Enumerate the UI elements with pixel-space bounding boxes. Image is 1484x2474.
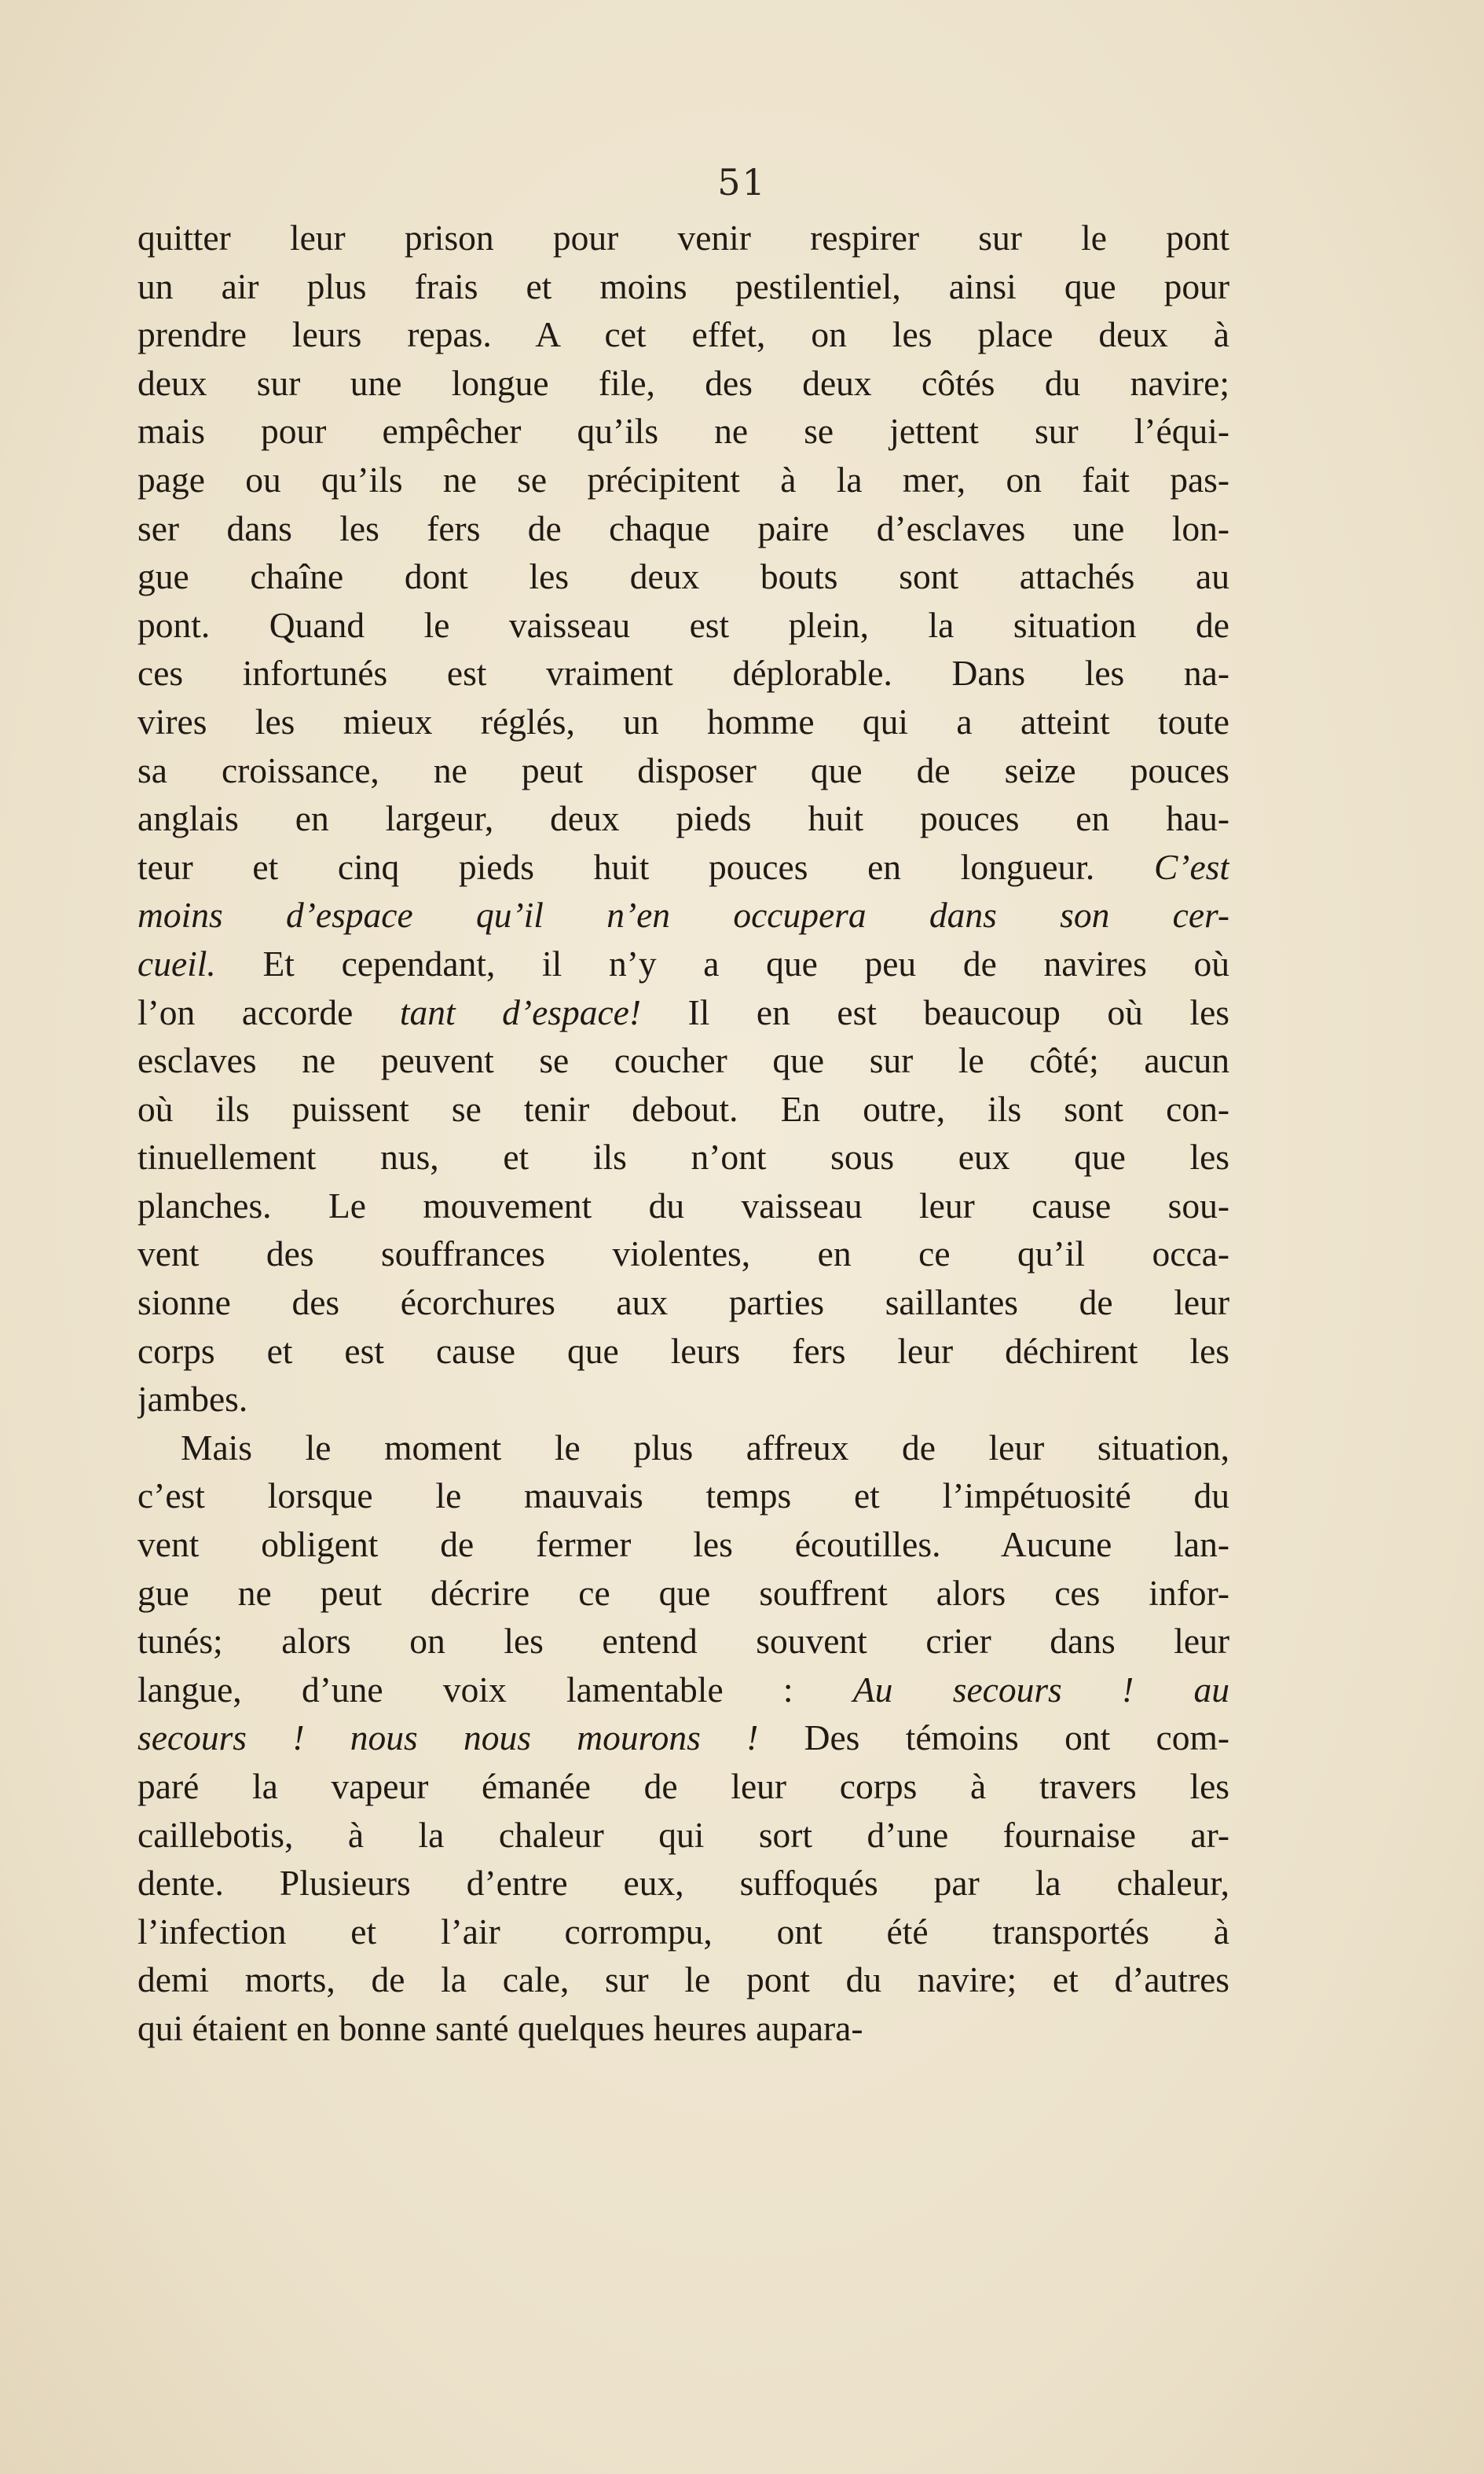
text-line — [137, 214, 1229, 262]
text-line — [137, 1520, 1229, 1569]
text-segment: planches. Le mouvement du vaisseau leur cause sou- — [137, 1185, 1229, 1226]
text-segment: qui étaient en bonne santé quelques heures aupara- — [137, 2007, 863, 2048]
text-line — [137, 1230, 1229, 1278]
italic-text: tant d’espace! — [399, 991, 642, 1032]
text-segment: un air plus frais et moins pestilentiel, ainsi que pour — [137, 266, 1229, 306]
text-line — [137, 1182, 1229, 1230]
text-segment: teur et cinq pieds huit pouces en longueur. — [137, 846, 1154, 887]
text-segment: jambes. — [137, 1379, 248, 1420]
text-line — [137, 698, 1229, 746]
text-line — [137, 1133, 1229, 1182]
text-segment: où ils puissent se tenir debout. En outre, ils sont con- — [137, 1088, 1229, 1129]
text-segment: ces infortunés est vraiment déplorable. Dans les na- — [137, 653, 1229, 694]
text-line — [137, 1859, 1229, 1908]
text-segment: pont. Quand le vaisseau est plein, la situation de — [137, 604, 1229, 645]
text-line — [137, 794, 1229, 843]
text-segment: vires les mieux réglés, un homme qui a atteint toute — [137, 701, 1229, 742]
text-line — [137, 2004, 1229, 2053]
body-text — [137, 214, 1229, 2053]
text-segment: caillebotis, à la chaleur qui sort d’une fournaise ar- — [137, 1814, 1229, 1855]
text-segment: esclaves ne peuvent se coucher que sur le côté; aucun — [137, 1040, 1229, 1081]
text-segment: Il en est beaucoup où les — [641, 991, 1229, 1032]
text-line — [137, 1569, 1229, 1618]
text-line — [137, 1278, 1229, 1327]
text-segment: ser dans les fers de chaque paire d’esclaves une lon- — [137, 508, 1229, 548]
text-segment: Et cependant, il n’y a que peu de navires où — [215, 943, 1229, 984]
italic-text: cueil. — [137, 943, 216, 984]
italic-text: secours ! nous nous mourons ! — [137, 1717, 759, 1758]
text-line — [137, 1327, 1229, 1376]
text-line — [137, 1908, 1229, 1956]
text-segment: tinuellement nus, et ils n’ont sous eux que les — [137, 1137, 1229, 1178]
text-segment: page ou qu’ils ne se précipitent à la mer, on fait pas- — [137, 459, 1229, 500]
text-segment: demi morts, de la cale, sur le pont du navire; et d’autres — [137, 1959, 1229, 2000]
text-segment: sa croissance, ne peut disposer que de seize pouces — [137, 750, 1229, 790]
text-segment: dente. Plusieurs d’entre eux, suffoqués par la chaleur, — [137, 1863, 1229, 1904]
text-line — [137, 1955, 1229, 2004]
text-line — [137, 649, 1229, 698]
text-segment: Mais le moment le plus affreux de leur situation, — [181, 1427, 1229, 1468]
text-line — [137, 1617, 1229, 1666]
text-line — [137, 1036, 1229, 1085]
text-line — [137, 552, 1229, 601]
text-segment: prendre leurs repas. A cet effet, on les place deux à — [137, 314, 1229, 355]
text-segment: anglais en largeur, deux pieds huit pouces en hau- — [137, 798, 1229, 839]
italic-text: C’est — [1153, 846, 1229, 887]
text-line — [137, 407, 1229, 456]
text-segment: mais pour empêcher qu’ils ne se jettent sur l’équi- — [137, 411, 1229, 452]
text-segment: l’infection et l’air corrompu, ont été transportés à — [137, 1911, 1229, 1952]
italic-text: moins d’espace qu’il n’en occupera dans son cer- — [137, 895, 1229, 936]
text-line — [137, 988, 1229, 1037]
text-line — [137, 891, 1229, 940]
text-line — [137, 940, 1229, 988]
text-segment: gue chaîne dont les deux bouts sont attachés au — [137, 556, 1229, 597]
text-line — [137, 504, 1229, 553]
text-line — [137, 262, 1229, 311]
text-segment: sionne des écorchures aux parties saillantes de leur — [137, 1282, 1229, 1323]
text-segment: deux sur une longue file, des deux côtés du navire; — [137, 362, 1229, 403]
text-line — [137, 1375, 1229, 1424]
text-line — [137, 1762, 1229, 1811]
text-segment: paré la vapeur émanée de leur corps à travers les — [137, 1766, 1229, 1806]
text-segment: l’on accorde — [137, 991, 400, 1032]
text-line — [137, 1472, 1229, 1520]
text-line — [137, 1085, 1229, 1134]
text-segment: tunés; alors on les entend souvent crier dans leur — [137, 1621, 1229, 1662]
text-line — [137, 1713, 1229, 1762]
text-segment: vent obligent de fermer les écoutilles. Aucune lan- — [137, 1524, 1229, 1565]
text-segment: langue, d’une voix lamentable : — [137, 1669, 853, 1710]
text-line — [137, 601, 1229, 650]
text-line — [137, 1666, 1229, 1714]
text-segment: vent des souffrances violentes, en ce qu’il occa- — [137, 1233, 1229, 1274]
text-segment: gue ne peut décrire ce que souffrent alors ces infor- — [137, 1572, 1229, 1613]
text-line — [137, 310, 1229, 359]
text-line — [137, 1811, 1229, 1860]
text-segment: quitter leur prison pour venir respirer sur le pont — [137, 218, 1229, 258]
text-line — [137, 359, 1229, 408]
text-segment: Des témoins ont com- — [758, 1717, 1229, 1758]
italic-text: Au secours ! au — [852, 1669, 1229, 1710]
text-line — [137, 746, 1229, 795]
text-segment: corps et est cause que leurs fers leur déchirent les — [137, 1330, 1229, 1371]
text-line — [137, 843, 1229, 892]
page-number: 51 — [717, 161, 767, 203]
text-segment: c’est lorsque le mauvais temps et l’impétuosité du — [137, 1475, 1229, 1516]
text-line — [137, 456, 1229, 504]
text-line — [137, 1424, 1229, 1472]
